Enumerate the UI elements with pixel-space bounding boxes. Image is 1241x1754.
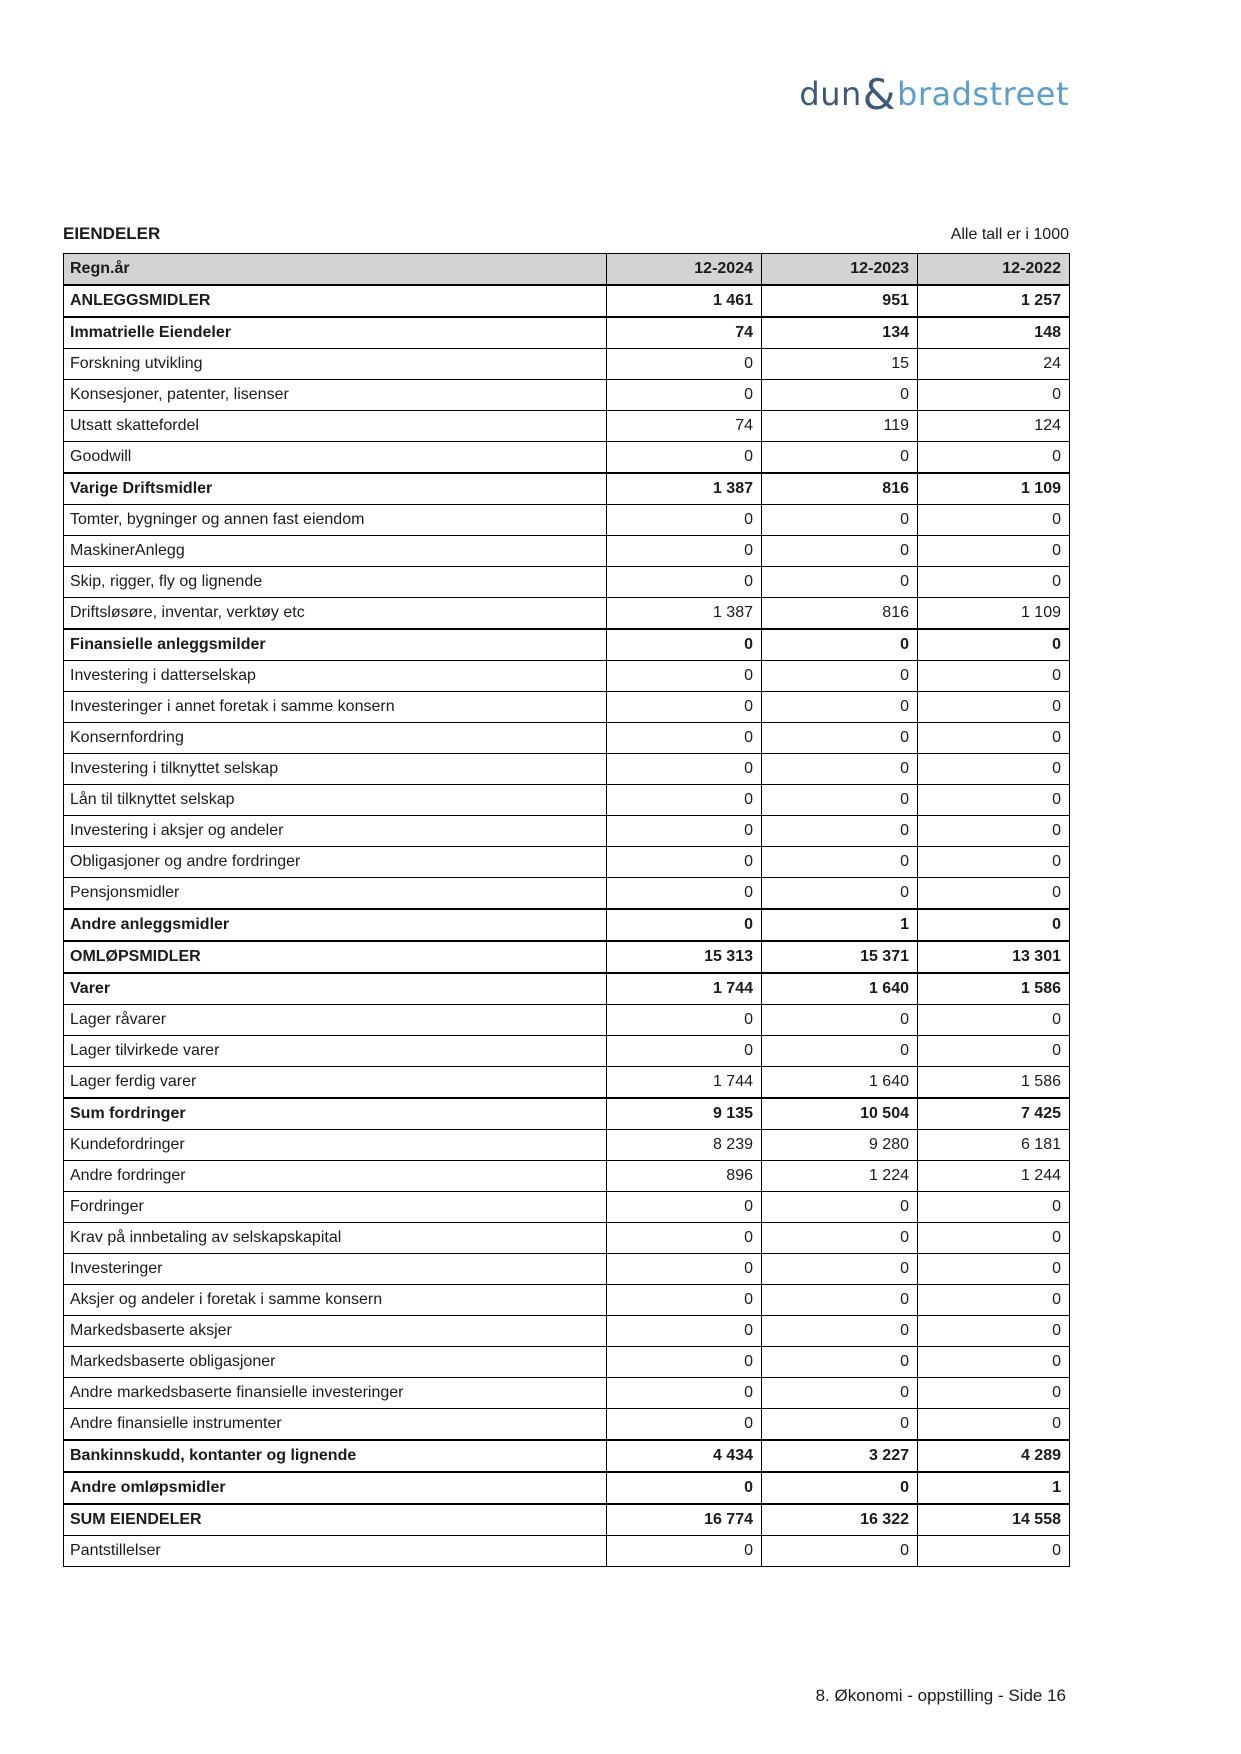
row-value: 1 461: [607, 285, 762, 317]
row-value: 0: [918, 442, 1070, 474]
table-row: [64, 1347, 1070, 1378]
row-label: MaskinerAnlegg: [64, 536, 607, 567]
row-value: 0: [607, 536, 762, 567]
row-value: 4 289: [918, 1440, 1070, 1472]
row-value: 0: [762, 536, 918, 567]
row-value: 0: [918, 380, 1070, 411]
row-label: Obligasjoner og andre fordringer: [64, 847, 607, 878]
row-label: Lager råvarer: [64, 1005, 607, 1036]
title-bar: [63, 224, 1069, 244]
table-row: [64, 1254, 1070, 1285]
row-value: 15 371: [762, 941, 918, 973]
row-label: Aksjer og andeler i foretak i samme konsern: [64, 1285, 607, 1316]
row-value: 0: [607, 567, 762, 598]
table-row: [64, 973, 1070, 1005]
row-label: Driftsløsøre, inventar, verktøy etc: [64, 598, 607, 630]
row-value: 951: [762, 285, 918, 317]
row-value: 0: [918, 505, 1070, 536]
row-value: 0: [762, 723, 918, 754]
row-value: 0: [918, 1316, 1070, 1347]
year-column-header: 12-2024: [607, 254, 762, 286]
year-row-label: Regn.år: [64, 254, 607, 286]
table-row: [64, 878, 1070, 910]
logo-text-dun: dun: [799, 75, 862, 113]
row-label: Andre finansielle instrumenter: [64, 1409, 607, 1441]
row-value: 0: [607, 1472, 762, 1504]
row-value: 0: [918, 785, 1070, 816]
table-row: [64, 661, 1070, 692]
row-value: 0: [607, 1536, 762, 1567]
row-label: Markedsbaserte obligasjoner: [64, 1347, 607, 1378]
table-row: [64, 1223, 1070, 1254]
row-value: 0: [607, 1378, 762, 1409]
row-label: Lån til tilknyttet selskap: [64, 785, 607, 816]
row-value: 0: [918, 847, 1070, 878]
row-label: Andre omløpsmidler: [64, 1472, 607, 1504]
row-value: 1 387: [607, 473, 762, 505]
row-value: 0: [607, 505, 762, 536]
row-value: 134: [762, 317, 918, 349]
logo-text-bradstreet: bradstreet: [897, 75, 1069, 113]
row-value: 0: [762, 1036, 918, 1067]
row-value: 0: [918, 1285, 1070, 1316]
row-value: 0: [607, 1036, 762, 1067]
row-label: Investering i tilknyttet selskap: [64, 754, 607, 785]
row-label: Andre fordringer: [64, 1161, 607, 1192]
table-row: [64, 754, 1070, 785]
page-footer: 8. Økonomi - oppstilling - Side 16: [815, 1686, 1066, 1705]
units-note: Alle tall er i 1000: [950, 226, 1069, 243]
row-value: 0: [918, 1536, 1070, 1567]
table-row: [64, 1036, 1070, 1067]
row-value: 0: [918, 1409, 1070, 1441]
row-value: 0: [762, 1409, 918, 1441]
row-value: 0: [762, 1005, 918, 1036]
row-label: Pensjonsmidler: [64, 878, 607, 910]
row-label: Investeringer i annet foretak i samme konsern: [64, 692, 607, 723]
page-title: EIENDELER: [63, 224, 161, 243]
row-value: 0: [918, 1005, 1070, 1036]
row-value: 1 109: [918, 598, 1070, 630]
row-value: 0: [762, 629, 918, 661]
row-label: Andre markedsbaserte finansielle investeringer: [64, 1378, 607, 1409]
row-label: Kundefordringer: [64, 1130, 607, 1161]
row-value: 0: [607, 878, 762, 910]
row-value: 0: [762, 442, 918, 474]
table-row: [64, 785, 1070, 816]
row-value: 0: [607, 754, 762, 785]
row-value: 0: [918, 723, 1070, 754]
row-label: Immatrielle Eiendeler: [64, 317, 607, 349]
table-row: [64, 1440, 1070, 1472]
year-column-header: 12-2022: [918, 254, 1070, 286]
row-value: 1 586: [918, 973, 1070, 1005]
row-label: Markedsbaserte aksjer: [64, 1316, 607, 1347]
row-label: Investering i datterselskap: [64, 661, 607, 692]
table-row: [64, 816, 1070, 847]
row-value: 9 135: [607, 1098, 762, 1130]
row-value: 10 504: [762, 1098, 918, 1130]
row-value: 0: [918, 909, 1070, 941]
row-value: 0: [762, 754, 918, 785]
row-value: 0: [918, 1192, 1070, 1223]
table-row: [64, 1504, 1070, 1536]
row-value: 4 434: [607, 1440, 762, 1472]
row-label: Skip, rigger, fly og lignende: [64, 567, 607, 598]
row-value: 0: [607, 816, 762, 847]
row-label: Investeringer: [64, 1254, 607, 1285]
table-row: [64, 1409, 1070, 1441]
row-value: 0: [607, 661, 762, 692]
row-value: 896: [607, 1161, 762, 1192]
table-row: [64, 723, 1070, 754]
row-label: Bankinnskudd, kontanter og lignende: [64, 1440, 607, 1472]
row-value: 1 744: [607, 973, 762, 1005]
report-content: [63, 224, 1069, 1567]
row-value: 74: [607, 411, 762, 442]
table-row: [64, 349, 1070, 380]
table-row: [64, 317, 1070, 349]
row-value: 0: [762, 847, 918, 878]
row-value: 9 280: [762, 1130, 918, 1161]
row-label: Investering i aksjer og andeler: [64, 816, 607, 847]
row-value: 0: [762, 1192, 918, 1223]
row-value: 8 239: [607, 1130, 762, 1161]
table-row: [64, 567, 1070, 598]
row-value: 0: [918, 567, 1070, 598]
row-label: ANLEGGSMIDLER: [64, 285, 607, 317]
row-value: 1: [918, 1472, 1070, 1504]
row-value: 15: [762, 349, 918, 380]
row-value: 0: [607, 1223, 762, 1254]
row-value: 0: [762, 1472, 918, 1504]
row-label: Utsatt skattefordel: [64, 411, 607, 442]
table-row: [64, 285, 1070, 317]
row-label: Lager ferdig varer: [64, 1067, 607, 1099]
row-value: 0: [762, 878, 918, 910]
row-value: 1 109: [918, 473, 1070, 505]
row-value: 1 244: [918, 1161, 1070, 1192]
table-header: [64, 254, 1070, 286]
row-value: 1 744: [607, 1067, 762, 1099]
row-label: Sum fordringer: [64, 1098, 607, 1130]
row-value: 0: [607, 629, 762, 661]
row-value: 0: [762, 785, 918, 816]
row-value: 0: [762, 1285, 918, 1316]
row-value: 0: [762, 380, 918, 411]
table-row: [64, 473, 1070, 505]
table-body: [64, 285, 1070, 1567]
table-row: [64, 909, 1070, 941]
row-value: 0: [607, 1316, 762, 1347]
row-value: 24: [918, 349, 1070, 380]
row-value: 0: [607, 442, 762, 474]
row-label: Forskning utvikling: [64, 349, 607, 380]
row-value: 1 387: [607, 598, 762, 630]
row-value: 0: [762, 505, 918, 536]
row-value: 6 181: [918, 1130, 1070, 1161]
row-value: 1 224: [762, 1161, 918, 1192]
row-value: 0: [607, 785, 762, 816]
table-row: [64, 1192, 1070, 1223]
row-label: OMLØPSMIDLER: [64, 941, 607, 973]
row-label: Andre anleggsmidler: [64, 909, 607, 941]
table-row: [64, 1472, 1070, 1504]
row-value: 1 257: [918, 285, 1070, 317]
row-value: 816: [762, 598, 918, 630]
row-label: Varer: [64, 973, 607, 1005]
table-row: [64, 1098, 1070, 1130]
row-label: Finansielle anleggsmilder: [64, 629, 607, 661]
row-value: 0: [762, 1254, 918, 1285]
row-value: 0: [607, 1409, 762, 1441]
table-row: [64, 941, 1070, 973]
row-value: 0: [918, 692, 1070, 723]
row-value: 3 227: [762, 1440, 918, 1472]
row-value: 1 640: [762, 1067, 918, 1099]
row-value: 0: [607, 692, 762, 723]
table-row: [64, 692, 1070, 723]
row-label: Varige Driftsmidler: [64, 473, 607, 505]
row-label: Tomter, bygninger og annen fast eiendom: [64, 505, 607, 536]
logo-ampersand-icon: &: [862, 70, 897, 119]
table-row: [64, 629, 1070, 661]
row-value: 0: [762, 1223, 918, 1254]
row-value: 74: [607, 317, 762, 349]
row-value: 0: [607, 1347, 762, 1378]
table-row: [64, 1285, 1070, 1316]
row-value: 0: [607, 380, 762, 411]
row-value: 1 640: [762, 973, 918, 1005]
row-value: 119: [762, 411, 918, 442]
row-label: Lager tilvirkede varer: [64, 1036, 607, 1067]
row-value: 148: [918, 317, 1070, 349]
row-value: 0: [607, 1254, 762, 1285]
row-value: 14 558: [918, 1504, 1070, 1536]
row-value: 16 774: [607, 1504, 762, 1536]
table-row: [64, 505, 1070, 536]
row-value: 124: [918, 411, 1070, 442]
row-value: 0: [762, 816, 918, 847]
row-value: 0: [918, 1036, 1070, 1067]
row-value: 0: [762, 1316, 918, 1347]
row-value: 0: [918, 536, 1070, 567]
row-value: 1 586: [918, 1067, 1070, 1099]
table-row: [64, 1067, 1070, 1099]
row-value: 0: [762, 1378, 918, 1409]
row-value: 7 425: [918, 1098, 1070, 1130]
row-value: 16 322: [762, 1504, 918, 1536]
row-label: SUM EIENDELER: [64, 1504, 607, 1536]
table-row: [64, 1005, 1070, 1036]
header-row: [64, 254, 1070, 286]
row-value: 0: [607, 847, 762, 878]
row-value: 0: [607, 349, 762, 380]
row-value: 0: [762, 661, 918, 692]
row-value: 0: [762, 692, 918, 723]
table-row: [64, 411, 1070, 442]
financial-table: [63, 253, 1070, 1567]
table-row: [64, 847, 1070, 878]
row-value: 0: [607, 909, 762, 941]
table-row: [64, 380, 1070, 411]
row-label: Konsesjoner, patenter, lisenser: [64, 380, 607, 411]
year-column-header: 12-2023: [762, 254, 918, 286]
row-value: 0: [607, 1005, 762, 1036]
dun-bradstreet-logo: [799, 70, 1069, 119]
row-value: 0: [762, 1536, 918, 1567]
table-row: [64, 442, 1070, 474]
row-label: Pantstillelser: [64, 1536, 607, 1567]
row-value: 0: [918, 1378, 1070, 1409]
row-label: Goodwill: [64, 442, 607, 474]
row-value: 0: [918, 1223, 1070, 1254]
row-label: Krav på innbetaling av selskapskapital: [64, 1223, 607, 1254]
row-value: 15 313: [607, 941, 762, 973]
row-value: 0: [918, 629, 1070, 661]
row-value: 0: [918, 1347, 1070, 1378]
row-value: 816: [762, 473, 918, 505]
row-value: 0: [762, 567, 918, 598]
row-value: 0: [918, 816, 1070, 847]
row-value: 0: [762, 1347, 918, 1378]
table-row: [64, 536, 1070, 567]
row-value: 13 301: [918, 941, 1070, 973]
table-row: [64, 1378, 1070, 1409]
row-label: Fordringer: [64, 1192, 607, 1223]
row-value: 0: [918, 754, 1070, 785]
row-value: 0: [607, 723, 762, 754]
row-value: 1: [762, 909, 918, 941]
table-row: [64, 1536, 1070, 1567]
table-row: [64, 1161, 1070, 1192]
row-value: 0: [918, 1254, 1070, 1285]
table-row: [64, 598, 1070, 630]
row-label: Konsernfordring: [64, 723, 607, 754]
table-row: [64, 1316, 1070, 1347]
row-value: 0: [918, 661, 1070, 692]
table-row: [64, 1130, 1070, 1161]
row-value: 0: [607, 1192, 762, 1223]
row-value: 0: [918, 878, 1070, 910]
row-value: 0: [607, 1285, 762, 1316]
